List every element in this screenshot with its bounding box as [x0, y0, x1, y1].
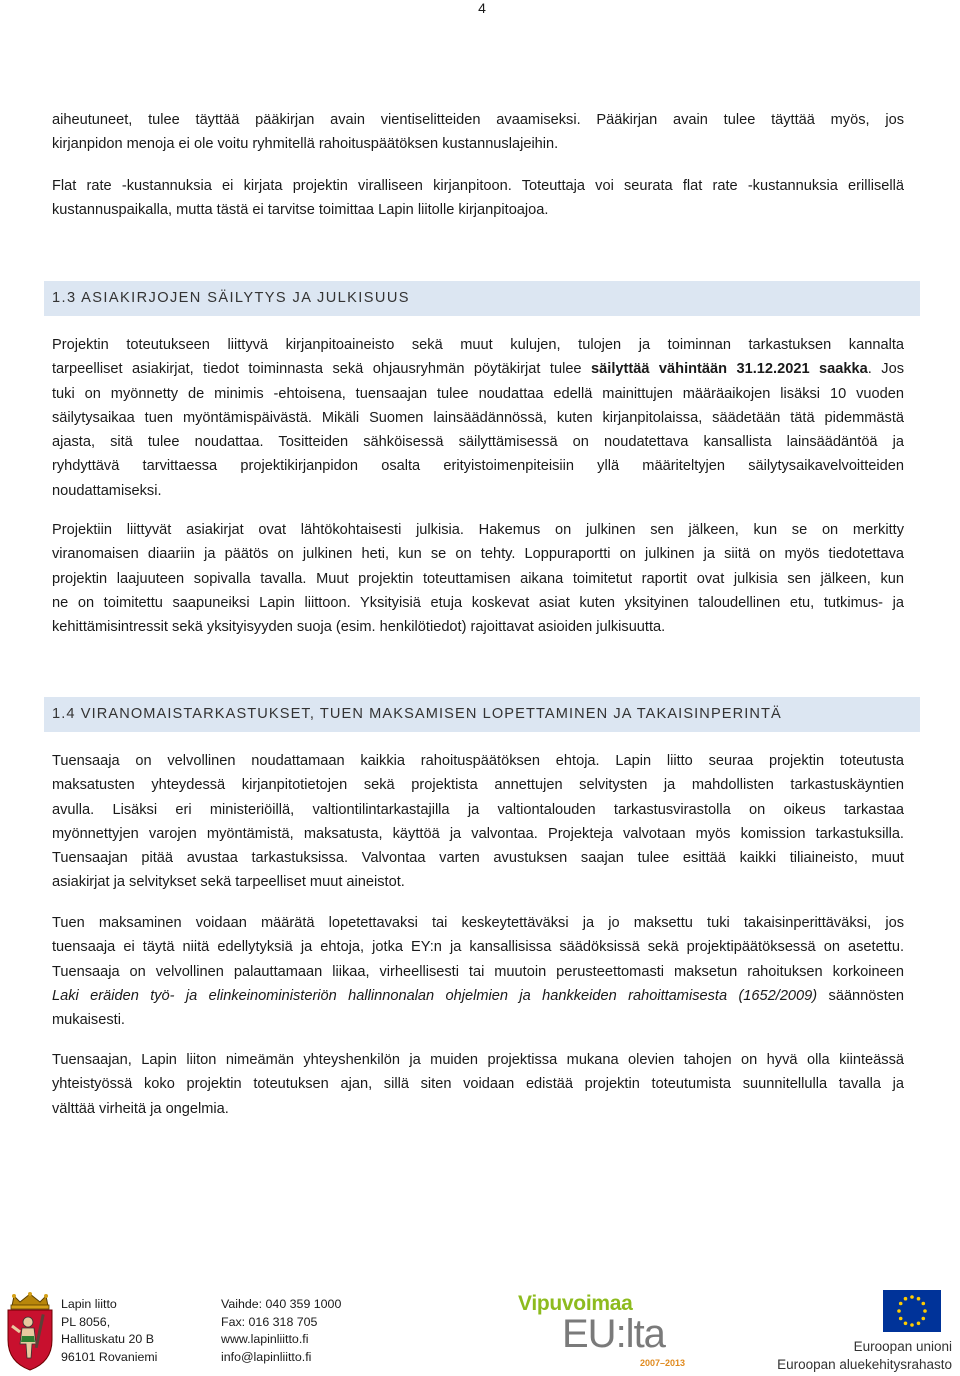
text-line — [52, 357, 904, 381]
paragraph-retention — [52, 333, 904, 503]
text-segment: tarpeelliset asiakirjat, tiedot toiminnasta sekä ohjausryhmän pöytäkirjat tulee — [52, 361, 592, 378]
address-line: PL 8056, — [61, 1314, 111, 1329]
text-line: kustannuspaikalla, mutta tästä ei tarvitse toimittaa Lapin liitolle kirjanpitoajoa. — [52, 202, 549, 219]
website-link[interactable]: www.lapinliitto.fi — [221, 1332, 309, 1346]
text-line: yhteistyössä koko projektin toteutuksen ajan, sillä siten voidaan edistää projektin toteutumista suunnitellulla tavalla ja — [52, 1076, 904, 1093]
text-line: Tuensaaja on velvollinen palauttamaan liikaa, virheellisesti tai muutoin perusteettomasti maksetun rahoituksen korkoineen — [52, 963, 904, 980]
text-line: kehittämisintressit sekä yksityisyyden suoja (esim. henkilötiedot) rajoittavat asioiden julkisuutta. — [52, 619, 666, 636]
eu-fund-label: Euroopan aluekehitysrahasto — [777, 1357, 952, 1372]
page-number: 4 — [478, 0, 486, 16]
text-line: Flat rate -kustannuksia ei kirjata projektin viralliseen kirjanpitoon. Toteuttaja voi seurata flat rate -kustannuksia erillisellä — [52, 178, 904, 194]
paragraph-flat-rate — [52, 174, 904, 223]
text-segment: säännösten — [817, 987, 904, 1004]
text-line: maksatusten yhteydessä kirjanpitotietojen sekä projektista annettujen selvitysten ja mahdollisten tarkastuskäyntien — [52, 777, 904, 794]
text-line: Projektiin liittyvät asiakirjat ovat lähtökohtaisesti julkisia. Hakemus on julkinen sen jälkeen, kun se on merkitty — [52, 522, 904, 538]
text-line: tuki on myönnetty de minimis -ehtoisena, tuensaajan tulee noudattaa edellä mainittujen määräaikojen lisäksi 10 vuoden — [52, 385, 904, 402]
email-link[interactable]: info@lapinliitto.fi — [221, 1349, 312, 1364]
text-line: tuensaaja ei täytä niitä edellytyksiä ja ehtoja, jotka EY:n ja kansallisissa säädöksissä sekä projektipäätöksessä on asetettu. — [52, 939, 904, 956]
paragraph-ledger-key — [52, 108, 904, 157]
vipuvoimaa-logo — [518, 1292, 698, 1372]
paragraph-cooperation — [52, 1048, 904, 1121]
text-line: Tuen maksaminen voidaan määrätä lopetettavaksi tai keskeytettäväksi ja jo maksettu tuki takaisinperittäväksi, jos — [52, 915, 904, 931]
paragraph-recovery — [52, 911, 904, 1032]
footer-contact — [221, 1296, 341, 1366]
text-line: ryhdyttävä tarvittaessa projektikirjanpidon osalta erityistoimenpiteisiin yllä määriteltyjen säilytysaikavelvoitteiden — [52, 458, 904, 475]
section-title: 1.4 VIRANOMAISTARKASTUKSET, TUEN MAKSAMISEN LOPETTAMINEN JA TAKAISINPERINTÄ — [52, 706, 782, 722]
text-line: Projektin toteutukseen liittyvä kirjanpitoaineisto sekä muut kulujen, tulojen ja toiminnan tarkastuksen kannalta — [52, 337, 904, 353]
text-line: säilytysaikaa tuen myöntämispäivästä. Mikäli Suomen lainsäädännössä, kuten kirjanpitolaissa, säädetään tätä pidemmästä — [52, 409, 904, 426]
paragraph-publicity — [52, 518, 904, 639]
text-line: projektin laajuuteen sopivalla tavalla. Muut projektin toteuttamisen aikana toimitetut raportit ovat julkisia sen jälkeen, kun — [52, 570, 904, 587]
page-footer — [0, 1290, 960, 1376]
text-line: noudattamiseksi. — [52, 482, 162, 499]
fax-line: Fax: 016 318 705 — [221, 1314, 318, 1329]
law-reference: Laki eräiden työ- ja elinkeinoministeriön hallinnonalan ohjelmien ja hankkeiden rahoittamisesta (1652/2009) — [52, 987, 818, 1004]
text-line: välttää virheitä ja ongelmia. — [52, 1100, 229, 1117]
address-line: Lapin liitto — [61, 1297, 117, 1311]
text-line — [52, 984, 904, 1008]
text-line: mukaisesti. — [52, 1012, 125, 1029]
text-line: asiakirjat ja selvitykset sekä tarpeelliset muut aineistot. — [52, 874, 405, 891]
section-title: 1.3 ASIAKIRJOJEN SÄILYTYS JA JULKISUUS — [52, 290, 410, 306]
text-line: Tuensaaja on velvollinen noudattamaan kaikkia rahoituspäätöksen ehtoja. Lapin liitto seuraa projektin toteutusta — [52, 753, 904, 769]
text-line: kirjanpidon menoja ei ole voitu ryhmitellä rahoituspäätöksen kustannuslajeihin. — [52, 136, 559, 153]
text-line: viranomaisen diaariin ja päätös on julkinen heti, kun se on tehty. Loppuraportti on julkinen ja siitä on myös tiedotettava — [52, 546, 904, 563]
address-line: Hallituskatu 20 B — [61, 1332, 154, 1346]
eulta-text: EU:lta — [562, 1312, 665, 1356]
footer-address — [61, 1296, 157, 1366]
text-line: avulla. Lisäksi eri ministeriöillä, valtiontilintarkastajilla ja valtiontalouden tarkastusvirastolla on oikeus tarkastaa — [52, 801, 904, 818]
vipuvoimaa-text: Vipuvoimaa — [518, 1292, 633, 1315]
text-line: myönnettyjen varojen myöntämistä, maksatusta, käyttöä ja valvontaa. Projekteja valvotaan myös komission tarkastuksilla. — [52, 825, 904, 842]
program-years: 2007–2013 — [640, 1358, 686, 1368]
phone-line: Vaihde: 040 359 1000 — [221, 1297, 342, 1311]
paragraph-inspections — [52, 749, 904, 895]
text-line: ne on toimitettu saapuneiksi Lapin liittoon. Yksityisiä etuja koskevat asiat kuten yksityinen taloudellinen etu, tutkimus- ja — [52, 594, 904, 611]
text-segment: . Jos — [867, 361, 904, 378]
section-heading-1-4 — [44, 697, 920, 732]
eu-flag-icon — [883, 1290, 941, 1332]
text-line: Tuensaajan, Lapin liiton nimeämän yhteyshenkilön ja muiden projektissa mukana olevien tahojen on hyvä olla kiinteässä — [52, 1052, 904, 1068]
section-heading-1-3 — [44, 281, 920, 316]
text-line: ajasta, sitä tulee noudattaa. Tositteiden sähköisessä säilyttämisessä on noudatettava kansallista lainsäädäntöä ja — [52, 434, 904, 451]
address-line: 96101 Rovaniemi — [61, 1349, 158, 1364]
text-line: Tuensaajan pitää avustaa tarkastuksissa. Valvontaa varten avustuksen saajan tulee esittää kaikki tiliaineisto, muut — [52, 850, 904, 867]
eu-union-label: Euroopan unioni — [853, 1339, 952, 1354]
retention-deadline: säilyttää vähintään 31.12.2021 saakka — [591, 361, 868, 378]
lapland-coat-of-arms-icon — [4, 1292, 56, 1372]
text-line: aiheutuneet, tulee täyttää pääkirjan avain vientiselitteiden avaamiseksi. Pääkirjan avain tulee täyttää myös, jos — [52, 112, 904, 128]
